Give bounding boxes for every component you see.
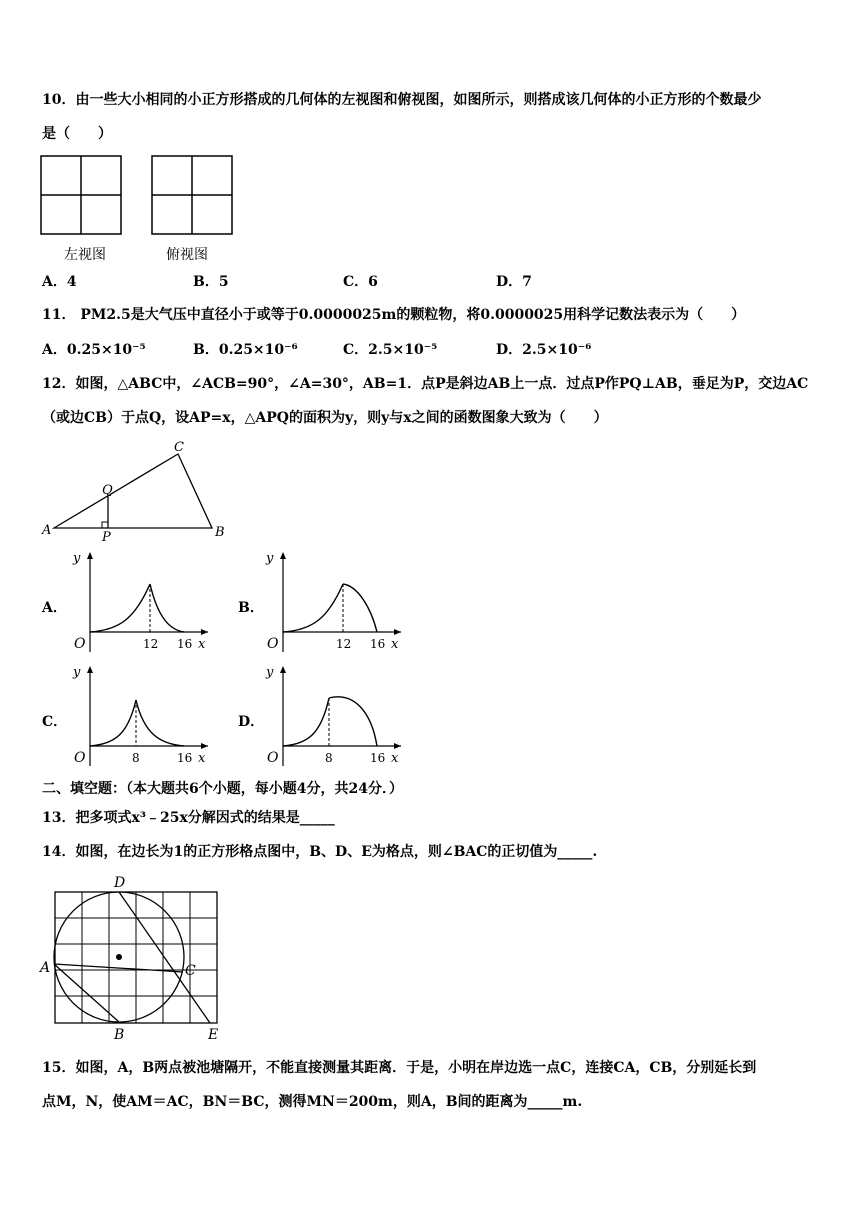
q14-label-d: D	[114, 875, 126, 891]
q11-stem: 11． PM2.5是大气压中直径小于或等于0.0000025m的颗粒物，将0.0000025用科学记数法表示为（ ）	[42, 307, 746, 323]
q14-grid-figure	[38, 872, 228, 1042]
svg-text:x: x	[198, 637, 206, 652]
q15-stem-line1: 15．如图，A，B两点被池塘隔开，不能直接测量其距离．于是，小明在岸边选一点C，连接CA，CB，分别延长到	[42, 1060, 757, 1076]
q14-label-e: E	[208, 1027, 219, 1043]
top-view-figure	[151, 155, 233, 235]
q12-stem-line2: （或边CB）于点Q，设AP=x，△APQ的面积为y，则y与x之间的函数图象大致为（ ）	[42, 410, 608, 426]
svg-text:x: x	[198, 751, 206, 766]
svg-text:x: x	[391, 637, 399, 652]
left-view-caption: 左视图	[64, 247, 106, 263]
q11-option-b: B．0.25×10⁻⁶	[193, 342, 298, 358]
svg-text:y: y	[73, 665, 81, 680]
graph-option-a	[70, 548, 210, 658]
section-2-heading: 二、填空题：（本大题共6个小题，每小题4分，共24分．）	[42, 781, 403, 797]
q10-stem-line2: 是（ ）	[42, 126, 112, 142]
q14-stem: 14．如图，在边长为1的正方形格点图中，B、D、E为格点，则∠BAC的正切值为_____.	[42, 844, 598, 860]
q12-stem-line1: 12．如图，△ABC中，∠ACB=90°，∠A=30°，AB=1．点P是斜边AB上一点．过点P作PQ⊥AB，垂足为P，交边AC	[42, 376, 809, 392]
svg-text:y: y	[73, 551, 81, 566]
q10-stem-line1: 10．由一些大小相同的小正方形搭成的几何体的左视图和俯视图，如图所示，则搭成该几何体的小正方形的个数最少	[42, 92, 762, 108]
q10-option-c: C．6	[343, 274, 378, 290]
graph-option-c	[70, 662, 210, 772]
q12-option-a-label: A．	[42, 600, 67, 616]
q12-triangle-figure	[38, 440, 228, 545]
left-view-figure	[40, 155, 122, 235]
svg-text:16: 16	[177, 637, 193, 651]
graph-option-b	[263, 548, 403, 658]
svg-text:8: 8	[325, 751, 333, 765]
q10-option-b: B．5	[193, 274, 229, 290]
svg-text:12: 12	[143, 637, 159, 651]
svg-text:12: 12	[336, 637, 352, 651]
svg-text:x: x	[391, 751, 399, 766]
graph-option-d	[263, 662, 403, 772]
q15-stem-line2: 点M，N，使AM＝AC，BN＝BC，测得MN＝200m，则A，B间的距离为_____m.	[42, 1094, 583, 1110]
q11-option-c: C．2.5×10⁻⁵	[343, 342, 438, 358]
q12-option-c-label: C．	[42, 714, 68, 730]
svg-text:O: O	[267, 636, 279, 652]
triangle-label-p: P	[102, 530, 111, 545]
svg-text:y: y	[266, 551, 274, 566]
svg-text:16: 16	[370, 751, 386, 765]
svg-text:16: 16	[177, 751, 193, 765]
svg-text:O: O	[74, 750, 86, 766]
svg-text:O: O	[74, 636, 86, 652]
q10-option-d: D．7	[496, 274, 532, 290]
q11-option-d: D．2.5×10⁻⁶	[496, 342, 592, 358]
q13-stem: 13．把多项式x³﹣25x分解因式的结果是_____	[42, 810, 335, 826]
q14-label-c: C	[185, 963, 196, 979]
top-view-caption: 俯视图	[166, 247, 208, 263]
triangle-label-a: A	[42, 523, 52, 538]
q10-option-a: A．4	[42, 274, 77, 290]
q14-label-a: A	[40, 960, 51, 976]
q12-option-d-label: D．	[238, 714, 265, 730]
q12-option-b-label: B．	[238, 600, 264, 616]
svg-text:O: O	[267, 750, 279, 766]
triangle-label-b: B	[215, 525, 225, 540]
svg-text:y: y	[266, 665, 274, 680]
q11-option-a: A．0.25×10⁻⁵	[42, 342, 146, 358]
triangle-label-c: C	[174, 440, 184, 455]
svg-text:8: 8	[132, 751, 140, 765]
svg-text:16: 16	[370, 637, 386, 651]
q14-label-b: B	[114, 1027, 125, 1043]
triangle-label-q: Q	[102, 483, 113, 498]
